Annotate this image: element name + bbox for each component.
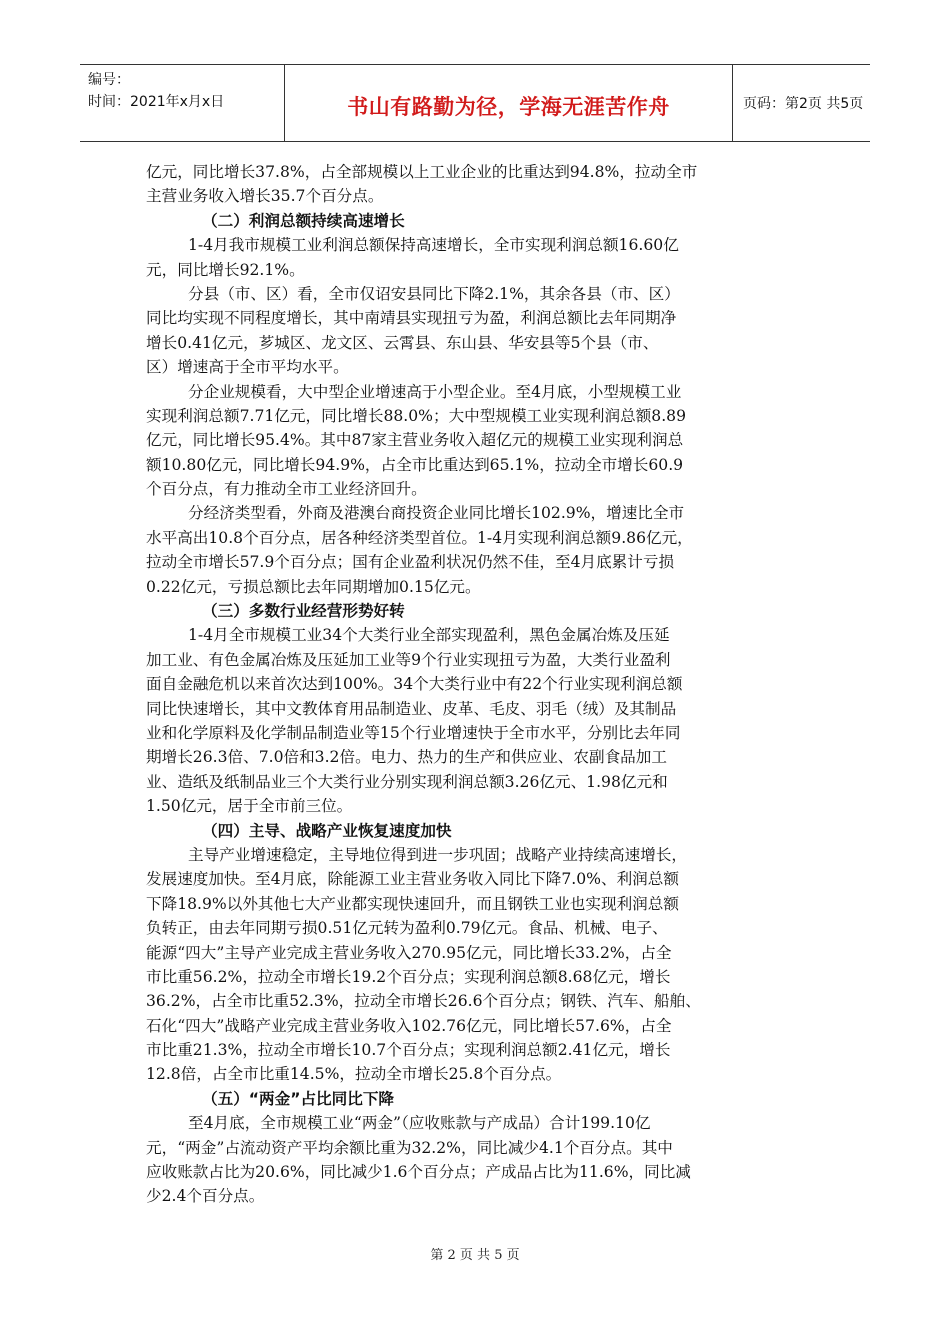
text-line: 能源“四大”主导产业完成主营业务收入270.95亿元，同比增长33.2%，占全	[146, 943, 672, 962]
text-line: 1-4月我市规模工业利润总额保持高速增长，全市实现利润总额16.60亿	[188, 236, 679, 255]
text-line: 亿元，同比增长37.8%，占全部规模以上工业企业的比重达到94.8%，拉动全市	[146, 163, 698, 181]
section-heading: （五）“两金”占比同比下降	[202, 1089, 395, 1108]
text-line: 加工业、有色金属冶炼及压延加工业等9个行业实现扭亏为盈，大类行业盈利	[146, 650, 671, 669]
text-line: 至4月底，全市规模工业“两金”（应收账款与产成品）合计199.10亿	[188, 1114, 651, 1133]
text-line: 0.22亿元，亏损总额比去年同期增加0.15亿元。	[146, 577, 481, 596]
text-line: 元，同比增长92.1%。	[146, 260, 305, 279]
section-heading: （二）利润总额持续高速增长	[202, 211, 405, 230]
header-page-cell	[733, 65, 870, 141]
text-line: 分经济类型看，外商及港澳台商投资企业同比增长102.9%，增速比全市	[188, 504, 685, 523]
text-line: 市比重21.3%，拉动全市增长10.7个百分点；实现利润总额2.41亿元，增长	[146, 1041, 671, 1060]
header-motto-cell	[285, 65, 733, 141]
text-line: 水平高出10.8个百分点，居各种经济类型首位。1-4月实现利润总额9.86亿元，	[146, 528, 693, 547]
text-line: 实现利润总额7.71亿元，同比增长88.0%；大中型规模工业实现利润总额8.89	[146, 406, 687, 425]
page-footer: 第 2 页 共 5 页	[430, 1248, 520, 1263]
text-line: 主营业务收入增长35.7个百分点。	[146, 187, 384, 206]
text-line: 业和化学原料及化学制品制造业等15个行业增速快于全市水平，分别比去年同	[146, 723, 681, 742]
text-line: 12.8倍，占全市比重14.5%，拉动全市增长25.8个百分点。	[146, 1065, 562, 1084]
text-line: 主导产业增速稳定，主导地位得到进一步巩固；战略产业持续高速增长，	[188, 845, 688, 864]
text-line: 区）增速高于全市平均水平。	[146, 358, 349, 377]
text-line: 应收账款占比为20.6%，同比减少1.6个百分点；产成品占比为11.6%，同比减	[146, 1163, 691, 1182]
text-line: 同比均实现不同程度增长，其中南靖县实现扭亏为盈，利润总额比去年同期净	[146, 309, 677, 328]
text-line: 亿元，同比增长95.4%。其中87家主营业务收入超亿元的规模工业实现利润总	[146, 431, 684, 450]
text-line: 市比重56.2%，拉动全市增长19.2个百分点；实现利润总额8.68亿元，增长	[146, 967, 671, 986]
header-motto: 书山有路勤为径，学海无涯苦作舟	[347, 95, 670, 119]
text-line: 元，“两金”占流动资产平均余额比重为32.2%，同比减少4.1个百分点。其中	[146, 1138, 673, 1157]
text-line: 面自金融危机以来首次达到100%。34个大类行业中有22个行业实现利润总额	[146, 675, 683, 694]
text-line: 石化“四大”战略产业完成主营业务收入102.76亿元，同比增长57.6%，占全	[146, 1016, 672, 1035]
section-heading: （三）多数行业经营形势好转	[202, 602, 405, 621]
text-line: 同比快速增长，其中文教体育用品制造业、皮革、毛皮、羽毛（绒）及其制品	[146, 699, 677, 718]
text-line: 下降18.9%以外其他七大产业都实现快速回升，而且钢铁工业也实现利润总额	[146, 894, 679, 913]
text-line: 分县（市、区）看，全市仅诏安县同比下降2.1%，其余各县（市、区）	[188, 284, 680, 303]
text-line: 负转正，由去年同期亏损0.51亿元转为盈利0.79亿元。食品、机械、电子、	[146, 919, 668, 938]
document-body	[146, 160, 806, 1209]
text-line: 发展速度加快。至4月底，除能源工业主营业务收入同比下降7.0%、利润总额	[146, 870, 679, 889]
text-line: 增长0.41亿元，芗城区、龙文区、云霄县、东山县、华安县等5个县（市、	[146, 333, 659, 352]
text-line: 个百分点，有力推动全市工业经济回升。	[146, 480, 427, 499]
header-page-number: 页码：第2页 共5页	[743, 96, 864, 112]
document-date-label: 时间：2021年x月x日	[88, 94, 225, 110]
text-line: 1-4月全市规模工业34个大类行业全部实现盈利，黑色金属冶炼及压延	[188, 626, 670, 645]
text-line: 业、造纸及纸制品业三个大类行业分别实现利润总额3.26亿元、1.98亿元和	[146, 772, 668, 791]
header-meta-cell	[80, 65, 285, 141]
text-line: 拉动全市增长57.9个百分点；国有企业盈利状况仍然不佳，至4月底累计亏损	[146, 553, 675, 572]
section-heading: （四）主导、战略产业恢复速度加快	[202, 821, 452, 840]
text-line: 少2.4个百分点。	[146, 1187, 265, 1206]
text-line: 36.2%，占全市比重52.3%，拉动全市增长26.6个百分点；钢铁、汽车、船舶、	[146, 992, 701, 1011]
document-number-label: 编号：	[88, 72, 130, 88]
text-line: 额10.80亿元，同比增长94.9%，占全市比重达到65.1%，拉动全市增长60.9	[146, 455, 684, 474]
text-line: 期增长26.3倍、7.0倍和3.2倍。电力、热力的生产和供应业、农副食品加工	[146, 748, 667, 767]
text-line: 1.50亿元，居于全市前三位。	[146, 797, 353, 816]
page-header	[80, 64, 870, 142]
text-line: 分企业规模看，大中型企业增速高于小型企业。至4月底，小型规模工业	[188, 382, 682, 401]
